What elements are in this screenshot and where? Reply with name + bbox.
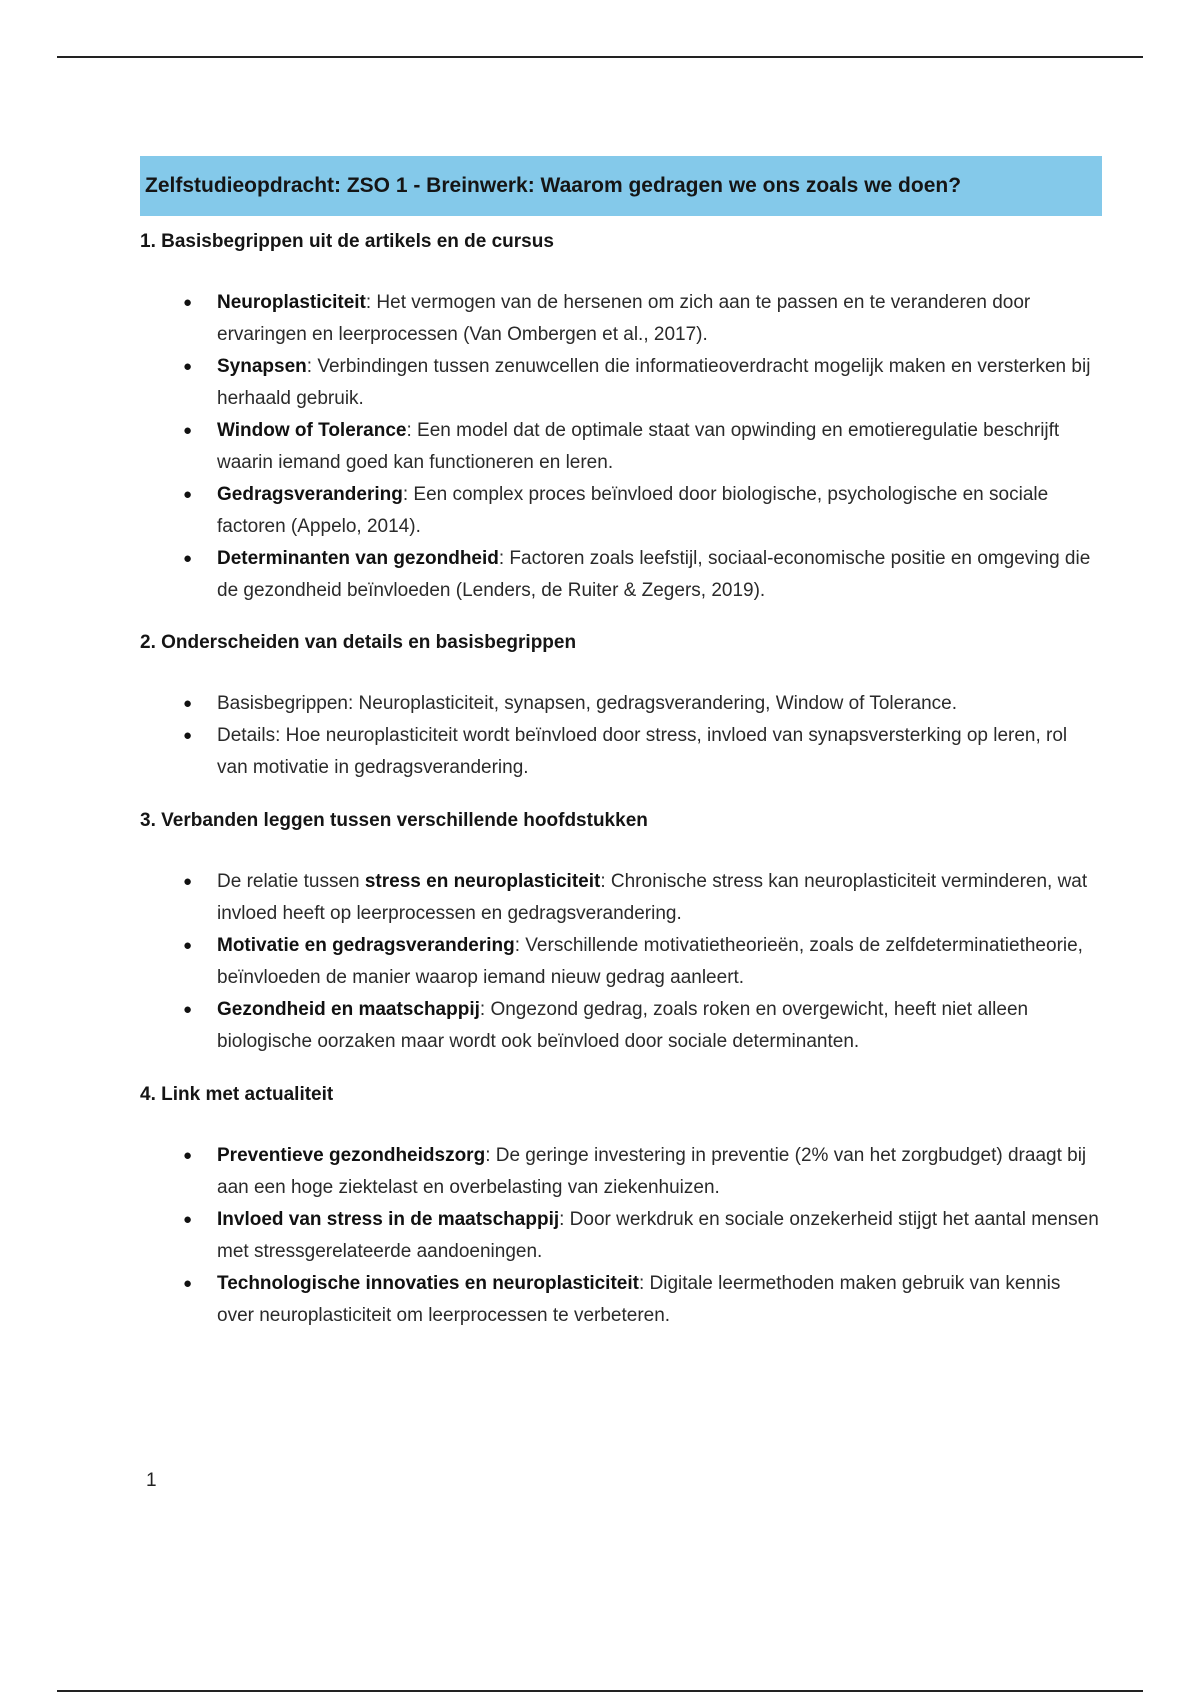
list-item [140, 994, 1100, 1058]
bullet-icon: ● [183, 1001, 193, 1018]
bullet-icon: ● [183, 550, 193, 567]
definition: : Factoren zoals leefstijl, sociaal-economische positie en omgeving die de gezondheid beïnvloeden (Lenders, de Ruiter & Zegers, 2019). [217, 548, 1091, 601]
bullet-icon: ● [183, 873, 193, 890]
definition: : De geringe investering in preventie (2% van het zorgbudget) draagt bij aan een hoge ziektelast en overbelasting van ziekenhuizen. [217, 1145, 1087, 1198]
bullet-list [140, 287, 1100, 607]
bullet-icon: ● [183, 727, 193, 744]
section-heading: 1. Basisbegrippen uit de artikels en de cursus [140, 231, 554, 252]
list-item [140, 1204, 1100, 1268]
bullet-icon: ● [183, 695, 193, 712]
document-title: Zelfstudieopdracht: ZSO 1 - Breinwerk: Waarom gedragen we ons zoals we doen? [140, 156, 1102, 216]
list-item [140, 543, 1100, 607]
list-item [140, 415, 1100, 479]
bullet-icon: ● [183, 358, 193, 375]
list-item [140, 287, 1100, 351]
bullet-icon: ● [183, 422, 193, 439]
list-item [140, 351, 1100, 415]
bullet-icon: ● [183, 1211, 193, 1228]
list-item [140, 720, 1100, 784]
section-heading: 2. Onderscheiden van details en basisbegrippen [140, 632, 577, 653]
definition: : Chronische stress kan neuroplasticiteit verminderen, wat invloed heeft op leerprocessen en gedragsverandering. [217, 871, 1088, 924]
bullet-list [140, 688, 1100, 784]
definition: : Het vermogen van de hersenen om zich aan te passen en te veranderen door ervaringen en leerprocessen (Van Ombergen et al., 2017). [217, 292, 1031, 345]
item-text: Basisbegrippen: Neuroplasticiteit, synapsen, gedragsverandering, Window of Tolerance. [217, 693, 958, 714]
term: Synapsen [217, 356, 307, 377]
term: stress en neuroplasticiteit [364, 871, 601, 892]
top-rule [57, 56, 1143, 58]
term: Neuroplasticiteit [217, 292, 366, 313]
bullet-icon: ● [183, 486, 193, 503]
bullet-list [140, 866, 1100, 1058]
list-item [140, 866, 1100, 930]
term: Gezondheid en maatschappij [217, 999, 480, 1020]
definition: : Een complex proces beïnvloed door biologische, psychologische en sociale factoren (Appelo, 2014). [217, 484, 1049, 537]
definition: : Ongezond gedrag, zoals roken en overgewicht, heeft niet alleen biologische oorzaken maar wordt ook beïnvloed door sociale determinanten. [217, 999, 1029, 1052]
bullet-icon: ● [183, 294, 193, 311]
list-item [140, 1140, 1100, 1204]
page-number: 1 [146, 1470, 157, 1491]
term: Window of Tolerance [217, 420, 407, 441]
item-text: Details: Hoe neuroplasticiteit wordt beïnvloed door stress, invloed van synapsversterking op leren, rol van motivatie in gedragsverandering. [217, 725, 1068, 778]
term: Gedragsverandering [217, 484, 403, 505]
term: Technologische innovaties en neuroplasticiteit [217, 1273, 639, 1294]
section-verbanden [140, 810, 1100, 1058]
bottom-rule [57, 1690, 1143, 1692]
item-prefix: De relatie tussen [217, 871, 365, 892]
definition: : Verbindingen tussen zenuwcellen die informatieoverdracht mogelijk maken en versterken bij herhaald gebruik. [217, 356, 1091, 409]
definition: : Door werkdruk en sociale onzekerheid stijgt het aantal mensen met stressgerelateerde aandoeningen. [217, 1209, 1099, 1262]
section-actualiteit [140, 1084, 1100, 1332]
bullet-list [140, 1140, 1100, 1332]
definition: : Een model dat de optimale staat van opwinding en emotieregulatie beschrijft waarin iemand goed kan functioneren en leren. [217, 420, 1060, 473]
list-item [140, 930, 1100, 994]
list-item [140, 688, 1100, 720]
term: Preventieve gezondheidszorg [217, 1145, 486, 1166]
list-item [140, 479, 1100, 543]
section-basisbegrippen [140, 231, 1100, 607]
bullet-icon: ● [183, 1147, 193, 1164]
term: Invloed van stress in de maatschappij [217, 1209, 560, 1230]
definition: : Verschillende motivatietheorieën, zoals de zelfdeterminatietheorie, beïnvloeden de manier waarop iemand nieuw gedrag aanleert. [217, 935, 1083, 988]
bullet-icon: ● [183, 937, 193, 954]
term: Motivatie en gedragsverandering [217, 935, 515, 956]
definition: : Digitale leermethoden maken gebruik van kennis over neuroplasticiteit om leerprocessen te verbeteren. [217, 1273, 1061, 1326]
section-heading: 4. Link met actualiteit [140, 1084, 334, 1105]
term: Determinanten van gezondheid [217, 548, 499, 569]
bullet-icon: ● [183, 1275, 193, 1292]
section-onderscheiden [140, 632, 1100, 784]
section-heading: 3. Verbanden leggen tussen verschillende hoofdstukken [140, 810, 648, 831]
list-item [140, 1268, 1100, 1332]
